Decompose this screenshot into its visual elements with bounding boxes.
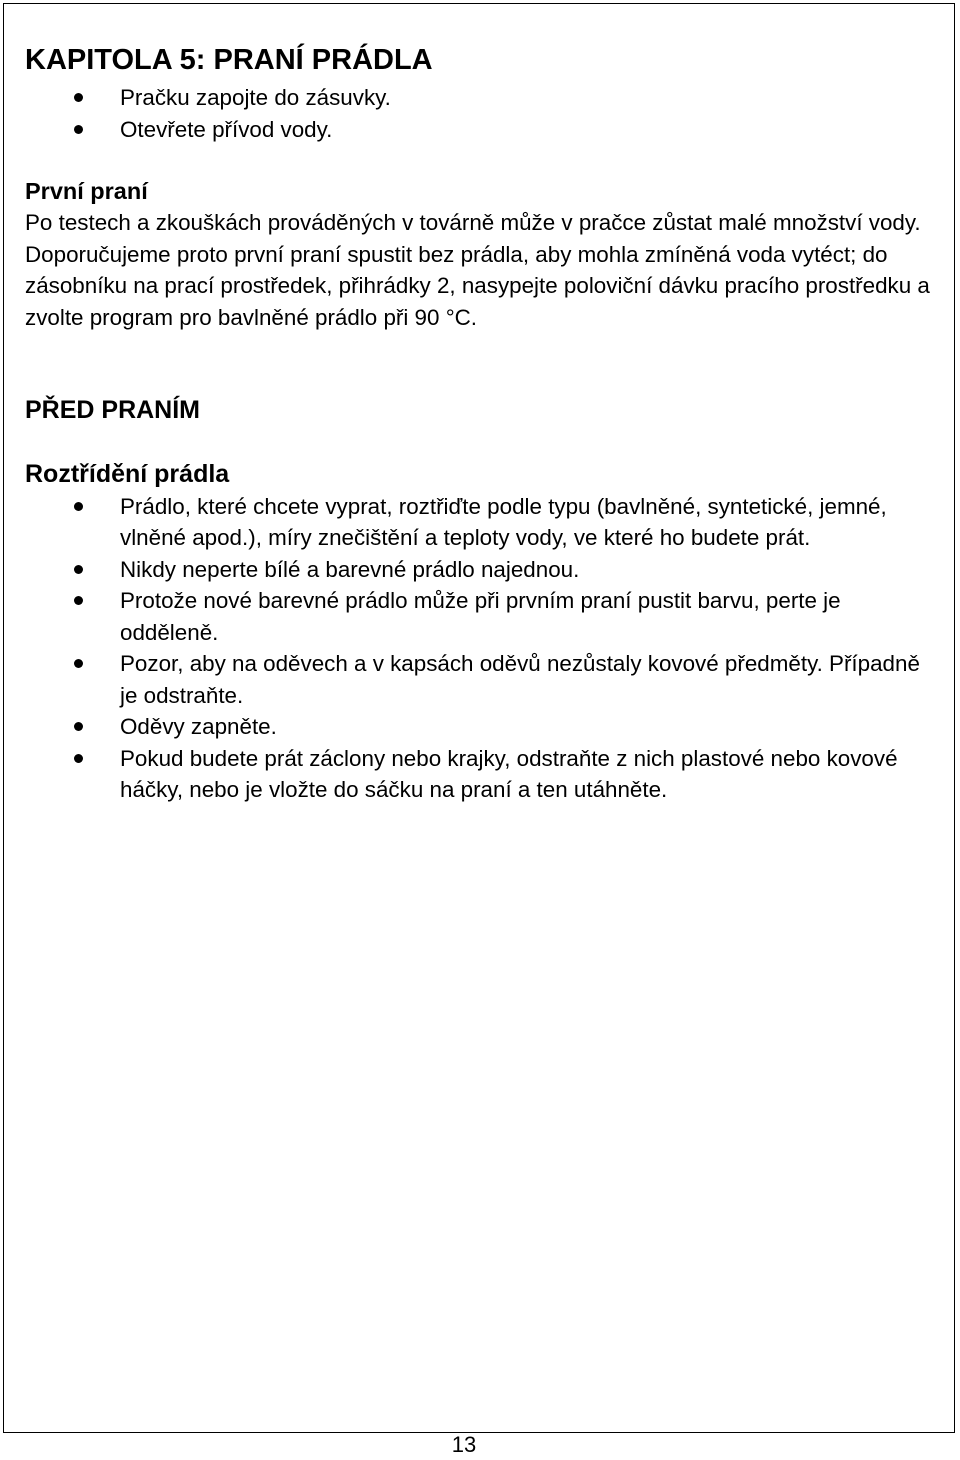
document-content bbox=[25, 38, 940, 806]
list-item-text: Prádlo, které chcete vyprat, roztřiďte podle typu (bavlněné, syntetické, jemné, vlněné apod.), míry znečištění a teploty vody, ve které ho budete prát. bbox=[120, 493, 887, 551]
list-item bbox=[25, 491, 940, 554]
list-item-text: Protože nové barevné prádlo může při prvním praní pustit barvu, perte je odděleně. bbox=[120, 588, 841, 645]
bullet-icon bbox=[74, 722, 83, 731]
list-item-text: Otevřete přívod vody. bbox=[120, 116, 333, 142]
list-item bbox=[25, 114, 940, 146]
bullet-icon bbox=[74, 502, 83, 511]
bullet-icon bbox=[74, 565, 83, 574]
first-wash-paragraph: Po testech a zkouškách prováděných v továrně může v pračce zůstat malé množství vody. Doporučujeme proto první praní spustit bez prádla, aby mohla zmíněná voda vytéct; do zásobníku na prací prostředek, přihrádky 2, nasypejte poloviční dávku pracího prostředku a zvolte program pro bavlněné prádlo při 90 °C. bbox=[25, 210, 930, 331]
list-item bbox=[25, 82, 940, 114]
intro-steps-list bbox=[25, 82, 940, 145]
list-item bbox=[25, 711, 940, 743]
list-item-text: Pozor, aby na oděvech a v kapsách oděvů nezůstaly kovové předměty. Případně je odstraňte. bbox=[120, 651, 920, 708]
sorting-heading: Roztřídění prádla bbox=[25, 459, 230, 488]
bullet-icon bbox=[74, 754, 83, 763]
sorting-list bbox=[25, 491, 940, 806]
bullet-icon bbox=[74, 125, 83, 134]
list-item bbox=[25, 554, 940, 586]
bullet-icon bbox=[74, 659, 83, 668]
chapter-title: KAPITOLA 5: PRANÍ PRÁDLA bbox=[25, 44, 433, 76]
list-item-text: Pračku zapojte do zásuvky. bbox=[120, 85, 391, 110]
bullet-icon bbox=[74, 596, 83, 605]
list-item-text: Pokud budete prát záclony nebo krajky, odstraňte z nich plastové nebo kovové háčky, nebo je vložte do sáčku na praní a ten utáhněte. bbox=[120, 745, 898, 803]
bullet-icon bbox=[74, 93, 83, 102]
list-item-text: Nikdy neperte bílé a barevné prádlo najednou. bbox=[120, 556, 580, 582]
list-item bbox=[25, 585, 940, 648]
list-item bbox=[25, 648, 940, 711]
list-item-text: Oděvy zapněte. bbox=[120, 714, 277, 740]
page-number: 13 bbox=[451, 1432, 477, 1457]
first-wash-heading: První praní bbox=[25, 178, 148, 204]
list-item bbox=[25, 743, 940, 806]
section-title: PŘED PRANÍM bbox=[25, 395, 201, 424]
